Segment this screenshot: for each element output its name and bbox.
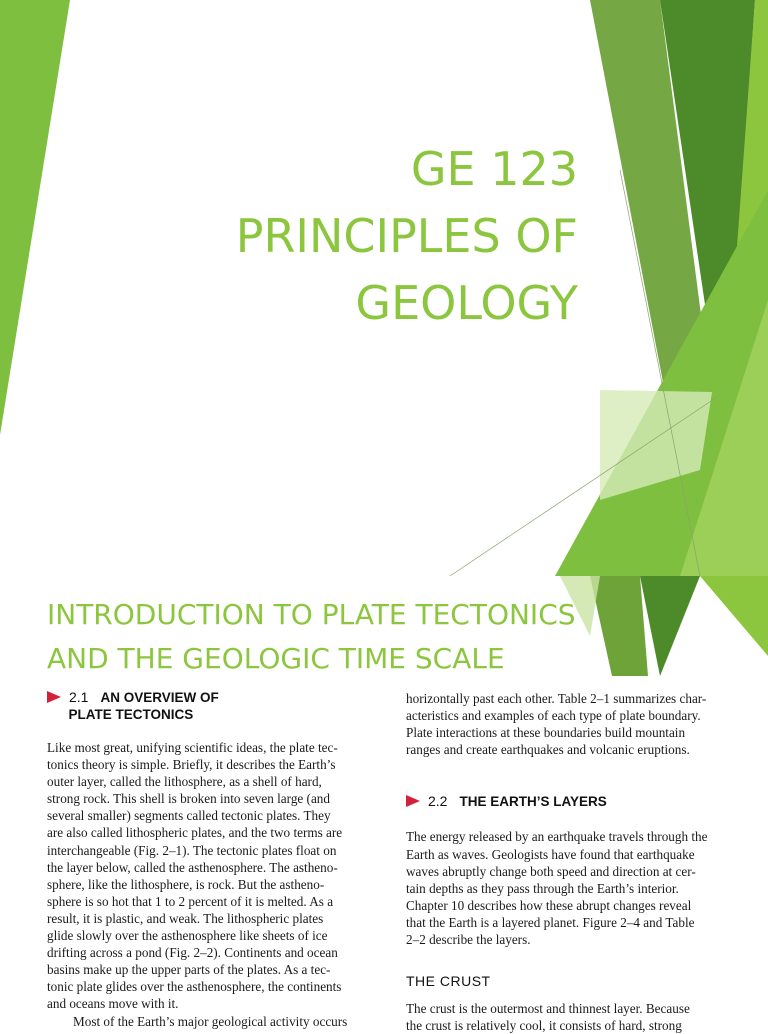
top-dark-shape bbox=[640, 576, 700, 676]
text-line: the crust is relatively cool, it consists of hard, strong bbox=[406, 1018, 682, 1034]
section-title-line-1: AN OVERVIEW OF bbox=[100, 690, 219, 705]
text-line: horizontally past each other. Table 2–1 summarizes char- bbox=[406, 691, 707, 706]
text-line: several smaller) segments called tectonic plates. They bbox=[47, 808, 331, 824]
top-green-band bbox=[590, 576, 648, 676]
text-line: drifting across a pond (Fig. 2–2). Continents and ocean bbox=[47, 945, 338, 961]
text-line: tonics theory is simple. Briefly, it describes the Earth’s bbox=[47, 757, 336, 773]
text-line: acteristics and examples of each type of plate boundary. bbox=[406, 708, 701, 724]
content-slide bbox=[0, 576, 768, 1034]
crust-paragraph bbox=[406, 1000, 732, 1034]
text-line: result, it is plastic, and weak. The lithospheric plates bbox=[47, 910, 324, 926]
text-line: glide slowly over the asthenosphere like sheets of ice bbox=[47, 928, 328, 944]
text-line: tonic plate glides over the asthenosphere, the continents bbox=[47, 979, 342, 995]
section-2-1-heading bbox=[47, 689, 372, 723]
text-line: sphere is so hot that 1 to 2 percent of it is melted. As a bbox=[47, 893, 334, 909]
text-line: tain depths as they pass through the Earth’s interior. bbox=[406, 880, 679, 896]
text-line: Earth as waves. Geologists have found that earthquake bbox=[406, 846, 695, 862]
slide2-title-line-2: AND THE GEOLOGIC TIME SCALE bbox=[47, 642, 505, 675]
text-line: are also called lithospheric plates, and the two terms are bbox=[47, 825, 343, 841]
text-line: interchangeable (Fig. 2–1). The tectonic plates float on bbox=[47, 842, 337, 858]
text-line: Plate interactions at these boundaries build mountain bbox=[406, 725, 686, 741]
text-line: strong rock. This shell is broken into seven large (and bbox=[47, 791, 330, 807]
title-line-3: GEOLOGY bbox=[355, 276, 578, 330]
text-line: waves abruptly change both speed and direction at cer- bbox=[406, 863, 696, 879]
main-title bbox=[236, 136, 578, 337]
section-2-1-paragraph bbox=[47, 739, 372, 1030]
right-column bbox=[406, 690, 732, 1034]
text-line: 2–2 describe the layers. bbox=[406, 932, 531, 948]
section-title: THE EARTH’S LAYERS bbox=[459, 794, 607, 810]
left-green-shape bbox=[0, 0, 70, 435]
slide2-title-line-1: INTRODUCTION TO PLATE TECTONICS bbox=[47, 598, 576, 631]
top-right-shape bbox=[700, 576, 768, 656]
section-title-line-2: PLATE TECTONICS bbox=[68, 707, 194, 722]
continued-paragraph bbox=[406, 690, 732, 758]
section-2-2-paragraph bbox=[406, 828, 732, 948]
text-line: basins make up the upper parts of the plates. As a tec- bbox=[47, 962, 331, 978]
text-line: the layer below, called the asthenosphere. The astheno- bbox=[47, 859, 338, 875]
text-line: outer layer, called the lithosphere, as a shell of hard, bbox=[47, 774, 322, 790]
text-line: The crust is the outermost and thinnest layer. Because bbox=[406, 1001, 690, 1017]
text-line: ranges and create earthquakes and volcanic eruptions. bbox=[406, 742, 690, 758]
text-line: Like most great, unifying scientific ideas, the plate tec- bbox=[47, 740, 338, 755]
title-line-1: GE 123 bbox=[410, 142, 578, 196]
text-line: and oceans move with it. bbox=[47, 996, 179, 1012]
section-arrow-icon bbox=[47, 691, 61, 703]
section-2-2-heading bbox=[406, 793, 732, 810]
section-number: 2.2 bbox=[428, 793, 448, 810]
left-column bbox=[47, 689, 372, 1030]
text-line: Chapter 10 describes how these abrupt changes reveal bbox=[406, 897, 692, 913]
text-line: The energy released by an earthquake travels through the bbox=[406, 829, 708, 845]
text-line: that the Earth is a layered planet. Figure 2–4 and Table bbox=[406, 914, 695, 930]
text-line: sphere, like the lithosphere, is rock. But the astheno- bbox=[47, 876, 325, 892]
subheading-crust: THE CRUST bbox=[406, 973, 491, 990]
slide2-title bbox=[47, 593, 576, 681]
text-line: Most of the Earth’s major geological activity occurs bbox=[73, 1013, 348, 1029]
section-arrow-icon bbox=[406, 795, 420, 807]
title-line-2: PRINCIPLES OF bbox=[235, 209, 578, 263]
section-number: 2.1 bbox=[69, 689, 89, 705]
